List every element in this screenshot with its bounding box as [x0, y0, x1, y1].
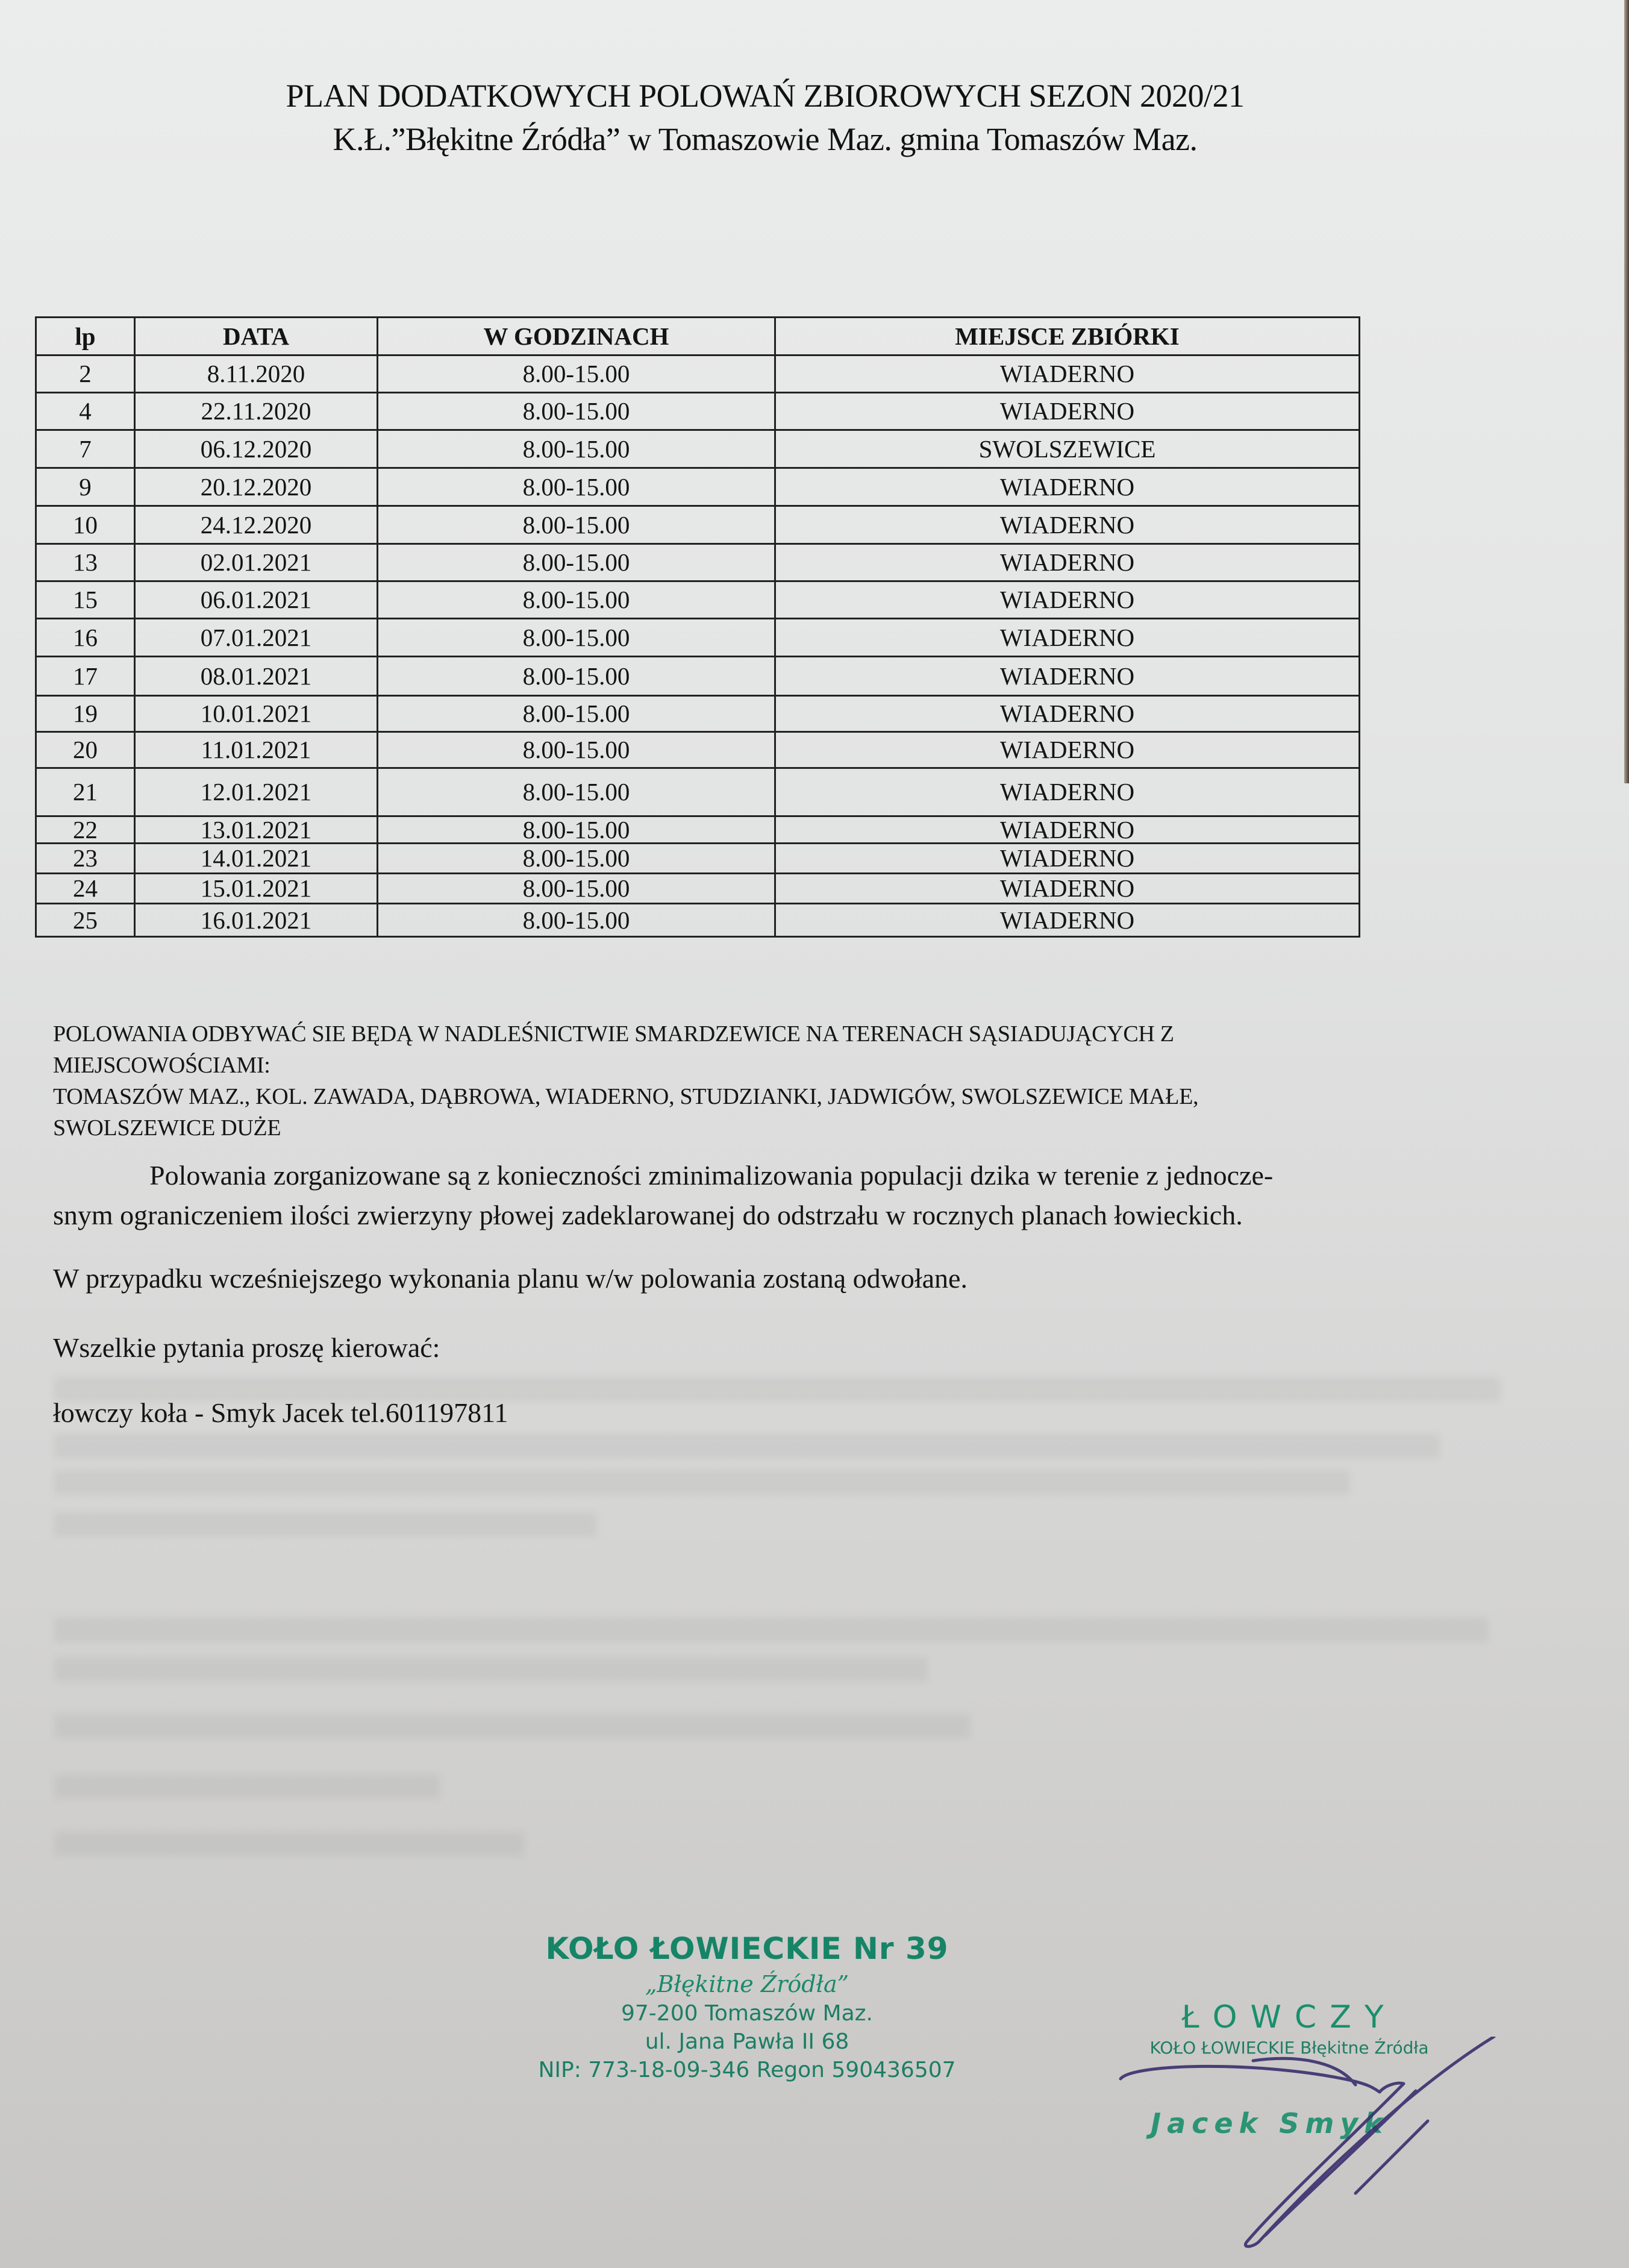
reason-line: Polowania zorganizowane są z konieczności zminimalizowania populacji dzika w terenie z jednocze- [149, 1160, 1274, 1191]
cell-hours: 8.00-15.00 [378, 657, 775, 696]
cell-hours: 8.00-15.00 [378, 904, 775, 937]
stamp-club-subtitle: „Błękitne Źródła” [645, 1971, 849, 1997]
table-row [36, 816, 1360, 844]
cell-date: 22.11.2020 [135, 393, 378, 430]
cell-hours: 8.00-15.00 [378, 732, 775, 768]
cell-place: SWOLSZEWICE [775, 430, 1360, 468]
cell-date: 15.01.2021 [135, 874, 378, 904]
show-through-block [54, 1434, 1440, 1458]
cell-lp: 13 [36, 544, 135, 581]
table-header-row [36, 318, 1360, 356]
stamp-hunter-name: Jacek Smyk [1151, 2107, 1389, 2140]
cell-date: 24.12.2020 [135, 506, 378, 544]
show-through-block [54, 1618, 1488, 1642]
cell-place: WIADERNO [775, 816, 1360, 844]
cell-lp: 17 [36, 657, 135, 696]
club-stamp [518, 1931, 976, 2082]
contact-info: łowczy koła - Smyk Jacek tel.601197811 [53, 1397, 508, 1428]
cell-hours: 8.00-15.00 [378, 506, 775, 544]
reason-paragraph [53, 1156, 1511, 1235]
cell-lp: 15 [36, 581, 135, 619]
stamp-ids-line: NIP: 773-18-09-346 Regon 590436507 [538, 2058, 956, 2082]
cell-lp: 23 [36, 844, 135, 874]
table-row [36, 430, 1360, 468]
cell-date: 8.11.2020 [135, 356, 378, 393]
cell-place: WIADERNO [775, 581, 1360, 619]
table-row [36, 874, 1360, 904]
cell-date: 13.01.2021 [135, 816, 378, 844]
cell-date: 02.01.2021 [135, 544, 378, 581]
hunt-schedule-table [35, 316, 1360, 938]
cell-hours: 8.00-15.00 [378, 816, 775, 844]
location-notice [53, 1018, 1499, 1144]
cell-place: WIADERNO [775, 544, 1360, 581]
notice-line: MIEJSCOWOŚCIAMI: [53, 1053, 270, 1078]
cell-date: 08.01.2021 [135, 657, 378, 696]
cell-place: WIADERNO [775, 904, 1360, 937]
cell-lp: 25 [36, 904, 135, 937]
cell-hours: 8.00-15.00 [378, 874, 775, 904]
cell-lp: 7 [36, 430, 135, 468]
show-through-block [54, 1657, 928, 1681]
table-row [36, 544, 1360, 581]
show-through-block [54, 1714, 970, 1738]
page-edge-shadow [1624, 0, 1629, 783]
cell-lp: 21 [36, 768, 135, 816]
header-place: MIEJSCE ZBIÓRKI [775, 318, 1360, 356]
show-through-block [54, 1775, 440, 1799]
cell-place: WIADERNO [775, 393, 1360, 430]
cell-place: WIADERNO [775, 696, 1360, 732]
cell-lp: 20 [36, 732, 135, 768]
stamp-address-line: ul. Jana Pawła II 68 [645, 2029, 849, 2054]
cell-hours: 8.00-15.00 [378, 356, 775, 393]
cell-hours: 8.00-15.00 [378, 581, 775, 619]
table-row [36, 844, 1360, 874]
table-row [36, 581, 1360, 619]
cell-date: 11.01.2021 [135, 732, 378, 768]
reason-line: snym ograniczeniem ilości zwierzyny płowej zadeklarowanej do odstrzału w rocznych planach łowieckich. [53, 1200, 1243, 1230]
cancellation-note: W przypadku wcześniejszego wykonania planu w/w polowania zostaną odwołane. [53, 1263, 968, 1294]
cell-place: WIADERNO [775, 768, 1360, 816]
cell-place: WIADERNO [775, 657, 1360, 696]
cell-date: 06.12.2020 [135, 430, 378, 468]
notice-line: POLOWANIA ODBYWAĆ SIE BĘDĄ W NADLEŚNICTWIE SMARDZEWICE NA TERENACH SĄSIADUJĄCYCH Z [53, 1021, 1174, 1047]
cell-hours: 8.00-15.00 [378, 544, 775, 581]
table-row [36, 768, 1360, 816]
cell-lp: 2 [36, 356, 135, 393]
cell-date: 20.12.2020 [135, 468, 378, 506]
stamp-address-line: 97-200 Tomaszów Maz. [621, 2001, 873, 2026]
cell-lp: 24 [36, 874, 135, 904]
cell-date: 06.01.2021 [135, 581, 378, 619]
table-row [36, 657, 1360, 696]
cell-hours: 8.00-15.00 [378, 619, 775, 657]
notice-line: TOMASZÓW MAZ., KOL. ZAWADA, DĄBROWA, WIADERNO, STUDZIANKI, JADWIGÓW, SWOLSZEWICE MAŁE, [53, 1084, 1199, 1109]
cell-hours: 8.00-15.00 [378, 844, 775, 874]
cell-hours: 8.00-15.00 [378, 430, 775, 468]
stamp-hunter-title: ŁOWCZY [1181, 1999, 1397, 2035]
cell-date: 10.01.2021 [135, 696, 378, 732]
document-subtitle: K.Ł.”Błękitne Źródła” w Tomaszowie Maz. gmina Tomaszów Maz. [333, 121, 1198, 157]
cell-lp: 10 [36, 506, 135, 544]
signature-icon [1102, 2037, 1500, 2266]
cell-lp: 22 [36, 816, 135, 844]
stamp-hunter-club: KOŁO ŁOWIECKIE Błękitne Źródła [1149, 2038, 1429, 2058]
cell-date: 12.01.2021 [135, 768, 378, 816]
table-row [36, 393, 1360, 430]
notice-line: SWOLSZEWICE DUŻE [53, 1115, 281, 1141]
document-title: PLAN DODATKOWYCH POLOWAŃ ZBIOROWYCH SEZON 2020/21 [286, 78, 1245, 114]
cell-hours: 8.00-15.00 [378, 696, 775, 732]
cell-date: 07.01.2021 [135, 619, 378, 657]
header-hours: W GODZINACH [378, 318, 775, 356]
header-lp: lp [36, 318, 135, 356]
table-row [36, 506, 1360, 544]
cell-place: WIADERNO [775, 874, 1360, 904]
header-date: DATA [135, 318, 378, 356]
table-row [36, 696, 1360, 732]
cell-hours: 8.00-15.00 [378, 768, 775, 816]
show-through-block [54, 1512, 596, 1537]
cell-lp: 19 [36, 696, 135, 732]
cell-place: WIADERNO [775, 732, 1360, 768]
cell-lp: 9 [36, 468, 135, 506]
cell-place: WIADERNO [775, 468, 1360, 506]
cell-place: WIADERNO [775, 356, 1360, 393]
table-row [36, 468, 1360, 506]
table-row [36, 619, 1360, 657]
table-row [36, 904, 1360, 937]
cell-hours: 8.00-15.00 [378, 468, 775, 506]
table-row [36, 356, 1360, 393]
cell-place: WIADERNO [775, 844, 1360, 874]
questions-note: Wszelkie pytania proszę kierować: [53, 1332, 440, 1363]
cell-date: 14.01.2021 [135, 844, 378, 874]
show-through-block [54, 1470, 1349, 1494]
cell-lp: 4 [36, 393, 135, 430]
stamp-club-name: KOŁO ŁOWIECKIE Nr 39 [545, 1931, 949, 1966]
cell-place: WIADERNO [775, 619, 1360, 657]
show-through-block [54, 1832, 524, 1856]
cell-date: 16.01.2021 [135, 904, 378, 937]
cell-place: WIADERNO [775, 506, 1360, 544]
cell-hours: 8.00-15.00 [378, 393, 775, 430]
cell-lp: 16 [36, 619, 135, 657]
table-row [36, 732, 1360, 768]
